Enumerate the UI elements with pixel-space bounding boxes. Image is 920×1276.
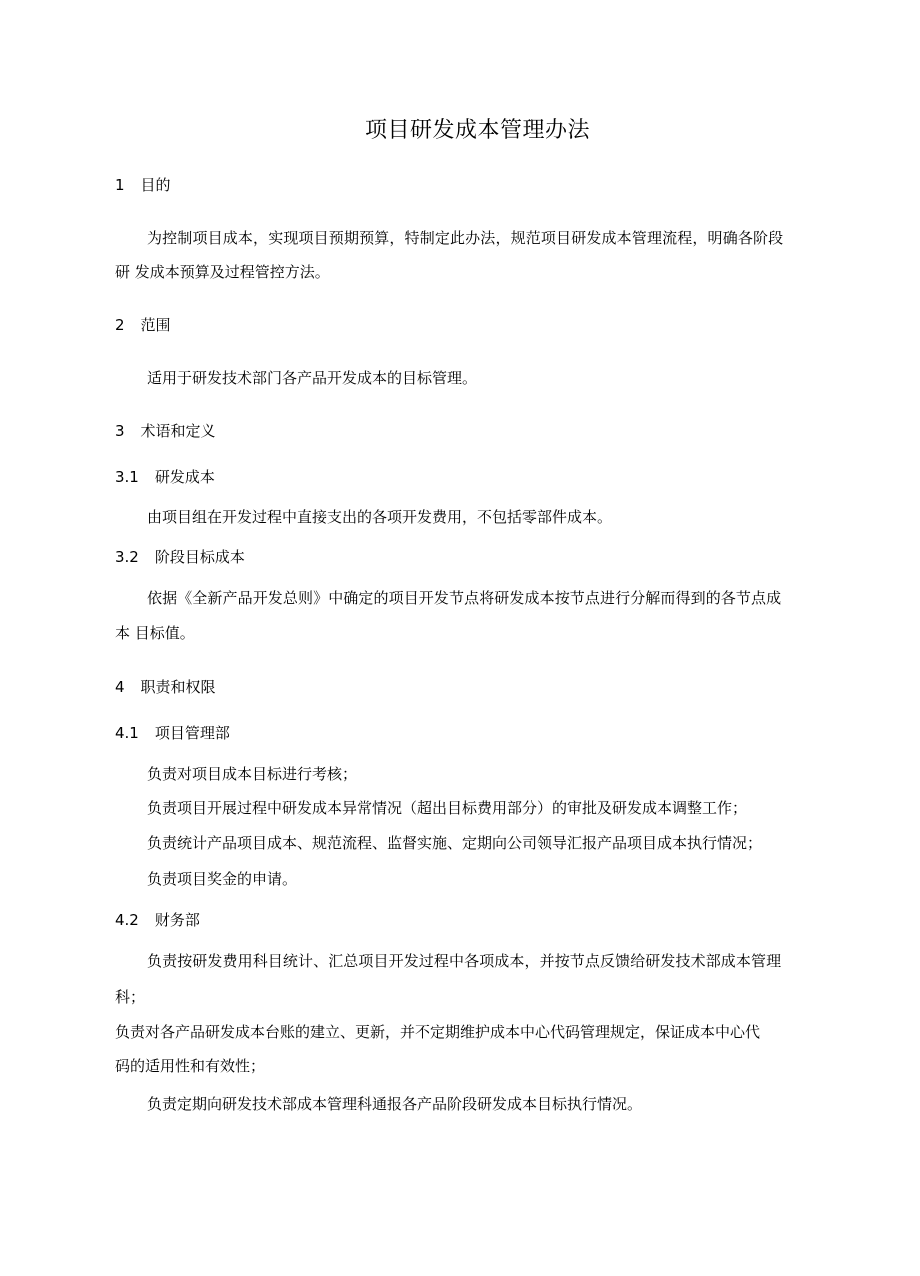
document-title: 项目研发成本管理办法: [364, 118, 590, 143]
paragraph-line: 负责项目奖金的申请。: [147, 870, 298, 888]
subsection-number: 4.1: [115, 724, 139, 742]
section-number: 2: [115, 316, 125, 334]
subsection-title: 项目管理部: [154, 724, 230, 742]
paragraph-line: 负责统计产品项目成本、规范流程、监督实施、定期向公司领导汇报产品项目成本执行情况；: [147, 834, 763, 852]
paragraph-line: 科；: [115, 988, 146, 1006]
subsection-title: 财务部: [154, 911, 200, 929]
section-title: 目的: [140, 176, 171, 194]
section-title: 职责和权限: [140, 678, 216, 696]
paragraph-line: 负责项目开展过程中研发成本异常情况（超出目标费用部分）的审批及研发成本调整工作；: [147, 799, 748, 817]
paragraph-line: 适用于研发技术部门各产品开发成本的目标管理。: [147, 369, 478, 387]
paragraph-line: 负责对各产品研发成本台账的建立、更新，并不定期维护成本中心代码管理规定，保证成本中心代: [115, 1023, 761, 1041]
paragraph-line: 负责定期向研发技术部成本管理科通报各产品阶段研发成本目标执行情况。: [147, 1095, 643, 1113]
paragraph-line: 负责对项目成本目标进行考核；: [147, 765, 358, 783]
paragraph-line: 码的适用性和有效性；: [115, 1057, 266, 1075]
paragraph-line: 研 发成本预算及过程管控方法。: [115, 263, 330, 281]
subsection-3-2-heading: [115, 546, 245, 568]
section-title: 术语和定义: [140, 422, 216, 440]
paragraph-line: 依据《全新产品开发总则》中确定的项目开发节点将研发成本按节点进行分解而得到的各节点成: [147, 589, 782, 607]
section-2-heading: [115, 314, 171, 336]
section-3-heading: [115, 420, 216, 442]
subsection-3-1-heading: [115, 466, 215, 488]
subsection-title: 阶段目标成本: [154, 548, 245, 566]
subsection-number: 4.2: [115, 911, 139, 929]
subsection-title: 研发成本: [154, 468, 215, 486]
section-4-heading: [115, 676, 216, 698]
paragraph-line: 为控制项目成本，实现项目预期预算，特制定此办法，规范项目研发成本管理流程，明确各阶段: [147, 229, 784, 247]
paragraph-line: 本 目标值。: [115, 624, 195, 642]
section-1-heading: [115, 174, 171, 196]
subsection-4-2-heading: [115, 909, 200, 931]
subsection-number: 3.1: [115, 468, 139, 486]
paragraph-line: 负责按研发费用科目统计、汇总项目开发过程中各项成本，并按节点反馈给研发技术部成本管理: [147, 952, 782, 970]
section-number: 4: [115, 678, 125, 696]
section-number: 1: [115, 176, 125, 194]
section-title: 范围: [140, 316, 171, 334]
subsection-4-1-heading: [115, 722, 230, 744]
section-number: 3: [115, 422, 125, 440]
subsection-number: 3.2: [115, 548, 139, 566]
paragraph-line: 由项目组在开发过程中直接支出的各项开发费用，不包括零部件成本。: [147, 508, 613, 526]
